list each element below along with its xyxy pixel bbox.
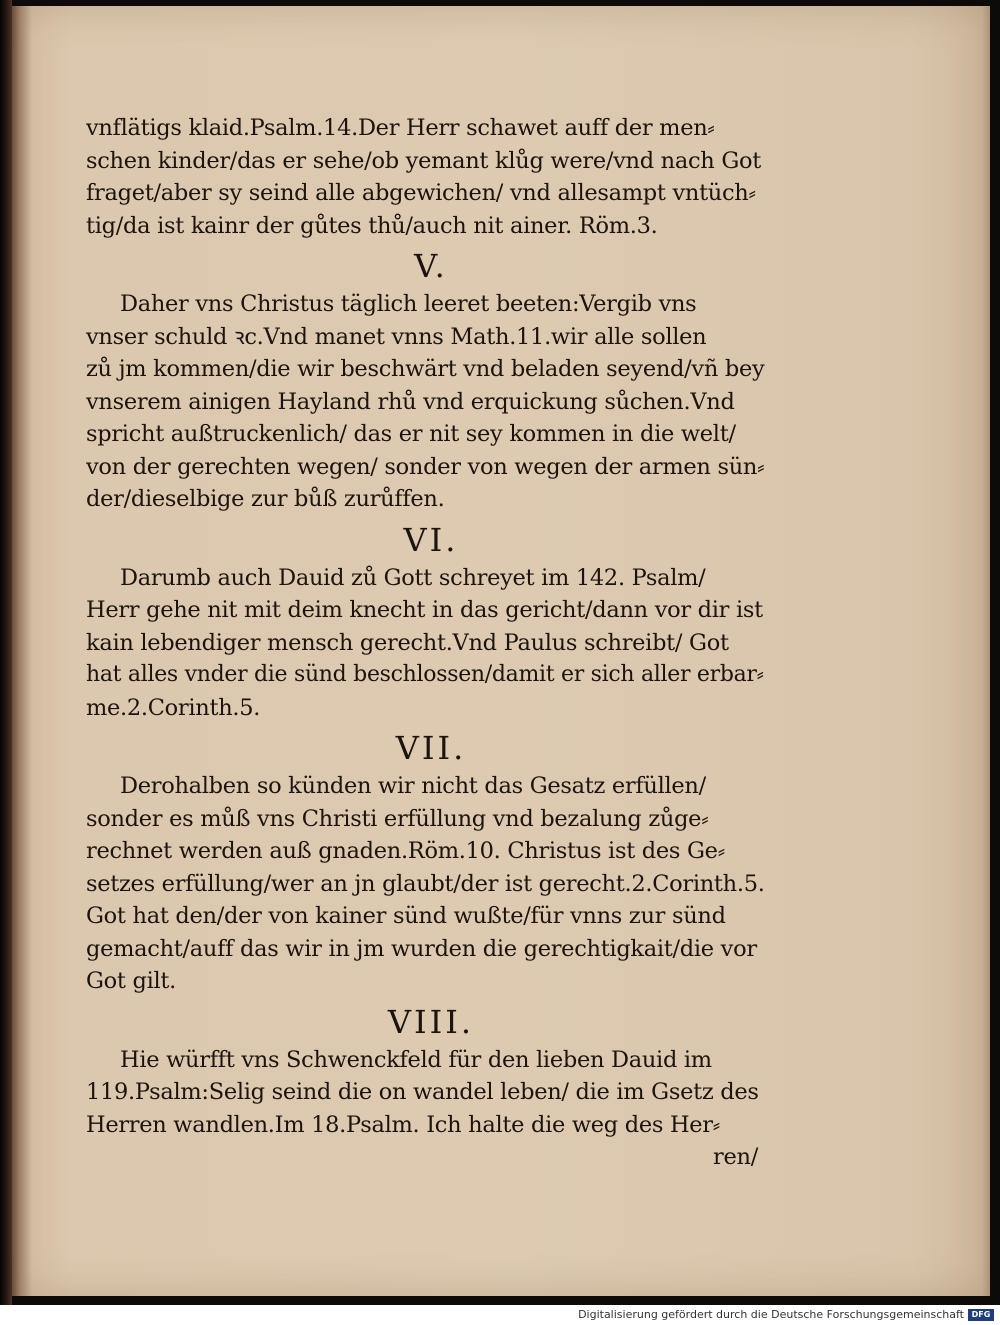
section-numeral: VII.	[395, 729, 467, 767]
text-line: vnser schuld ꝛc.Vnd manet vnns Math.11.wir alle sollen	[86, 323, 707, 350]
text-line: Hie würfft vns Schwenckfeld für den lieben Dauid im	[120, 1046, 712, 1073]
section-numeral: VIII.	[387, 1002, 475, 1041]
text-line: hat alles vnder die sünd beschlossen/damit er sich aller erbar⸗	[86, 662, 764, 687]
text-line: vnserem ainigen Hayland rhů vnd erquickung sůchen.Vnd	[86, 388, 735, 415]
text-line: zů jm kommen/die wir beschwärt vnd beladen seyend/vñ bey	[86, 356, 765, 382]
section-paragraph	[86, 562, 776, 725]
text-line: Derohalben so künden wir nicht das Gesatz erfüllen/	[120, 773, 706, 799]
text-line: me.2.Corinth.5.	[86, 694, 261, 721]
text-line: von der gerechten wegen/ sonder von wegen der armen sün⸗	[86, 453, 765, 480]
catchword: ren/	[713, 1144, 758, 1170]
text-line: Got hat den/der von kainer sünd wußte/für vnns zur sünd	[86, 903, 726, 929]
text-line: setzes erfüllung/wer an jn glaubt/der ist gerecht.2.Corinth.5.	[86, 870, 765, 897]
text-line: spricht außtruckenlich/ das er nit sey kommen in die welt/	[86, 421, 736, 447]
dfg-logo-icon: DFG	[968, 1309, 994, 1321]
text-line: Herren wandlen.Im 18.Psalm. Ich halte die weg des Her⸗	[86, 1111, 720, 1138]
text-line: rechnet werden auß gnaden.Röm.10. Christus ist des Ge⸗	[86, 838, 725, 864]
text-line: Daher vns Christus täglich leeret beeten:Vergib vns	[120, 291, 697, 317]
section-paragraph	[86, 1044, 776, 1142]
section-numeral: V.	[414, 247, 448, 285]
text-line: sonder es můß vns Christi erfüllung vnd bezalung zůge⸗	[86, 805, 709, 832]
book-page	[12, 6, 990, 1296]
text-line: schen kinder/das er sehe/ob yemant klůg were/vnd nach Got	[86, 147, 761, 174]
text-line: 119.Psalm:Selig seind die on wandel leben/ die im Gsetz des	[86, 1079, 759, 1105]
section-paragraph	[86, 288, 776, 516]
text-line: Got gilt.	[86, 968, 177, 994]
text-line: Herr gehe nit mit deim knecht in das gericht/dann vor dir ist	[86, 597, 763, 623]
funding-notice: Digitalisierung gefördert durch die Deutsche Forschungsgemeinschaft	[578, 1308, 964, 1321]
text-line: der/dieselbige zur bůß zurůffen.	[86, 486, 445, 512]
text-line: tig/da ist kainr der gůtes thů/auch nit ainer. Röm.3.	[86, 212, 658, 239]
text-line: vnflätigs klaid.Psalm.14.Der Herr schawet auff der men⸗	[86, 115, 715, 141]
footer	[0, 1305, 1000, 1325]
text-line: fraget/aber sy seind alle abgewichen/ vnd allesampt vntüch⸗	[86, 180, 756, 206]
text-line: gemacht/auff das wir in jm wurden die gerechtigkait/die vor	[86, 935, 757, 962]
section-paragraph	[86, 770, 776, 998]
book-spine	[0, 0, 12, 1305]
intro-paragraph	[86, 112, 776, 242]
section-numeral: VI.	[403, 520, 459, 559]
text-line: Darumb auch Dauid zů Gott schreyet im 142. Psalm/	[120, 564, 706, 591]
text-line: kain lebendiger mensch gerecht.Vnd Paulus schreibt/ Got	[86, 629, 729, 656]
page-text	[86, 112, 776, 1174]
